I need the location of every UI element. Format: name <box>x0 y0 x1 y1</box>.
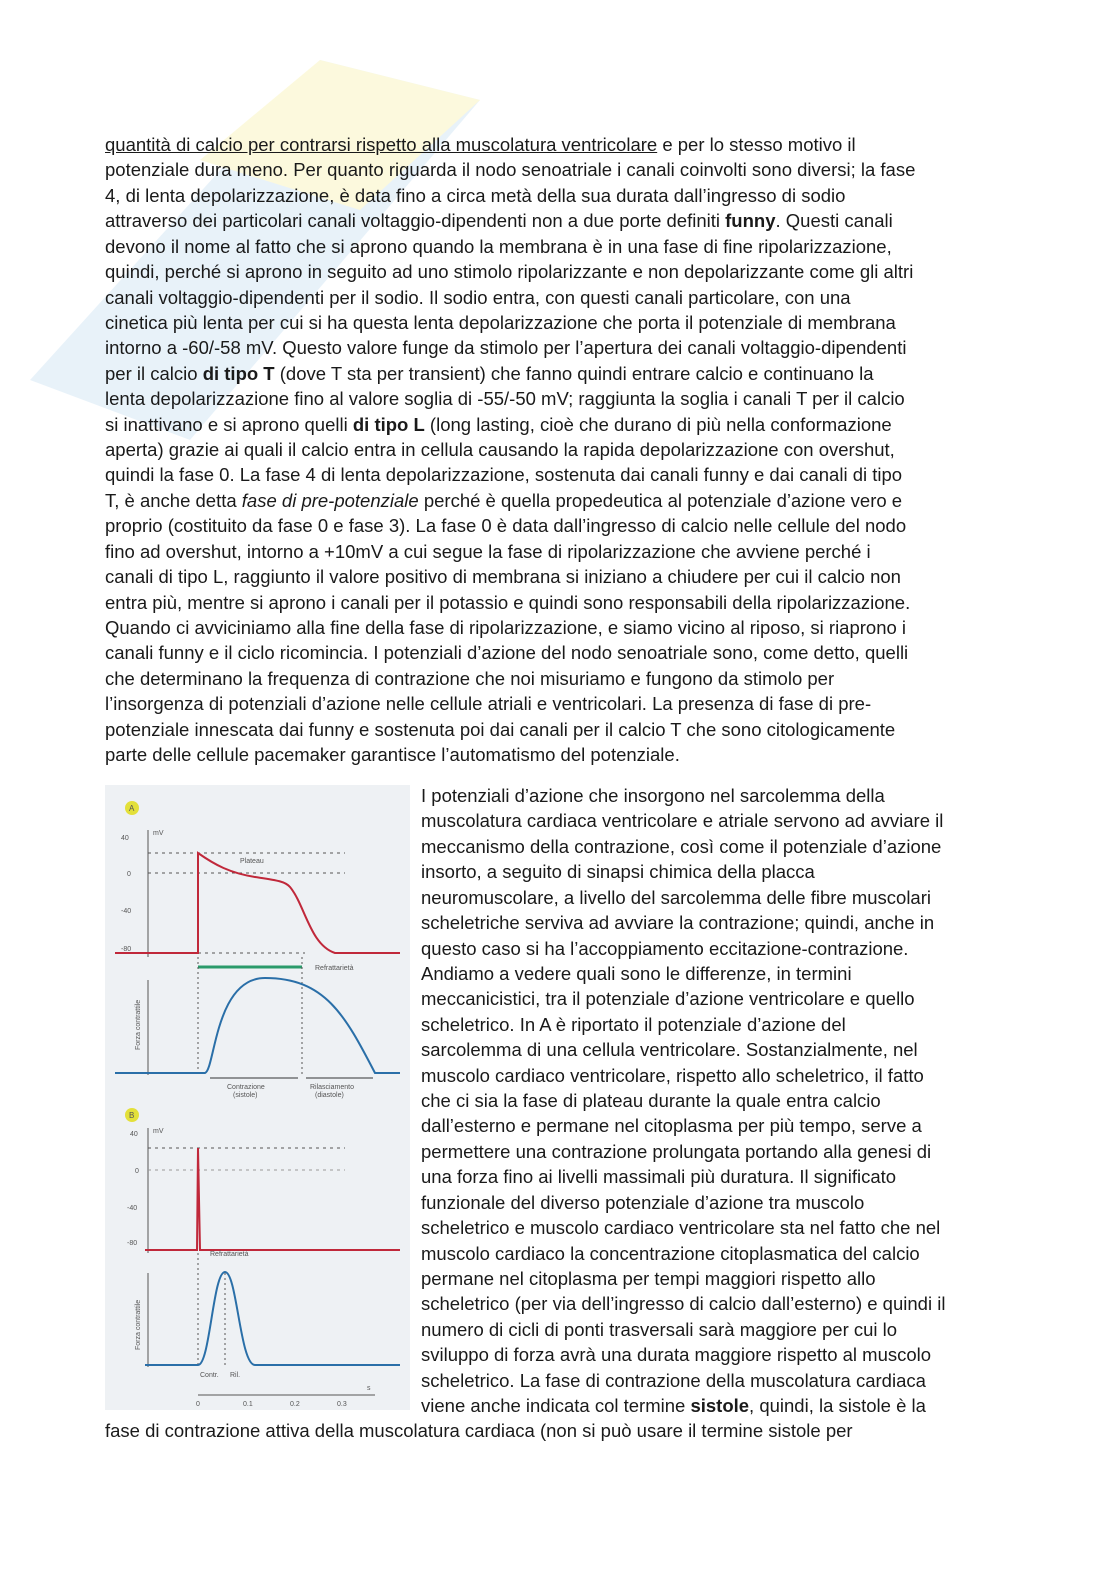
text-line <box>421 1266 876 1291</box>
text-run: funzionale del diverso potenziale d’azione tra muscolo <box>421 1191 865 1213</box>
text-run: sviluppo di forza avrà una durata maggiore rispetto al muscolo <box>421 1344 932 1366</box>
text-run: dall’esterno e permane nel citoplasma per più tempo, serve a <box>421 1115 922 1137</box>
text-run: che ci sia la fase di plateau durante la quale entra calcio <box>421 1090 881 1112</box>
text-run: meccanismo della contrazione, così come il potenziale d’azione <box>421 835 942 857</box>
text-run: (long lasting, cioè che durano di più nella conformazione <box>424 413 892 435</box>
text-line <box>105 590 910 615</box>
action-potential-figure <box>105 785 410 1410</box>
text-line <box>421 961 852 986</box>
text-line <box>105 285 851 310</box>
panel-b-badge-label: B <box>129 1111 135 1120</box>
text-run: cinetica più lenta per cui si ha questa lenta depolarizzazione che porta il potenziale di membrana <box>105 311 896 333</box>
text-line <box>421 1113 922 1138</box>
text-run: potenziale innescata dai funny e sostenuta poi dai canali per il calcio T che sono citologicamente <box>105 718 896 740</box>
text-line <box>421 1012 846 1037</box>
text-line <box>105 412 892 437</box>
text-line <box>105 640 908 665</box>
text-run: una forza fino ai livelli massimali più duratura. Il significato <box>421 1166 897 1188</box>
text-line <box>105 310 896 335</box>
text-line <box>105 437 895 462</box>
text-run: entra più, mentre si aprono i canali per il potassio e quindi sono responsabili della ripolarizzazione. <box>105 591 911 613</box>
text-run: lenta depolarizzazione fino al valore soglia di -55/-50 mV; raggiunta la soglia i canali T per il calcio <box>105 388 905 410</box>
text-line <box>105 513 906 538</box>
text-run: scheletriche serviva ad avviare la contrazione; quindi, anche in <box>421 912 935 934</box>
text-run: si inattivano e si aprono quelli <box>105 413 353 435</box>
text-run: potenziale dura meno. Per quanto riguarda il nodo senoatriale i canali coinvolti sono diversi; la fase <box>105 159 916 181</box>
tick-label: 40 <box>130 1131 138 1138</box>
refractory-label: Refrattarietà <box>315 965 354 972</box>
text-run: perché è quella propedeutica al potenziale d’azione vero e <box>418 489 903 511</box>
text-line <box>105 717 895 742</box>
text-run: muscolo cardiaco la concentrazione citoplasmatica del calcio <box>421 1242 920 1264</box>
bold-term: sistole <box>690 1395 750 1417</box>
text-run: e per lo stesso motivo il <box>657 134 856 155</box>
text-line <box>105 183 845 208</box>
text-line <box>421 1291 945 1316</box>
text-run: scheletrico (per via dell’ingresso di calcio dall’esterno) e quindi il <box>421 1293 946 1315</box>
text-line <box>421 859 815 884</box>
text-run: l’insorgenza di potenziali d’azione nelle cellule atriali e ventricolari. La presenza di fase di pre- <box>105 693 872 715</box>
text-run: muscolatura cardiaca ventricolare e atriale servono ad avviare il <box>421 810 944 832</box>
text-run: I potenziali d’azione che insorgono nel sarcolemma della <box>421 785 885 806</box>
tick-label: -40 <box>121 908 132 915</box>
text-line <box>421 986 915 1011</box>
text-run: neuromuscolare, a livello del sarcolemma delle fibre muscolari <box>421 886 931 908</box>
text-line <box>105 539 871 564</box>
bold-term: di tipo T <box>202 362 275 384</box>
skeletal-force-curve <box>145 1272 400 1365</box>
text-run: Andiamo a vedere quali sono le differenze, in termini <box>421 962 852 984</box>
text-run: muscolo cardiaco ventricolare, rispetto allo scheletrico, il fatto <box>421 1064 924 1086</box>
text-run: scheletrico e muscolo cardiaco ventricolare sta nel fatto che nel <box>421 1217 941 1239</box>
tick-label: -40 <box>127 1205 138 1212</box>
text-run: fino ad overshut, intorno a +10mV a cui segue la fase di ripolarizzazione che avviene perché i <box>105 540 871 562</box>
text-run: numero di cicli di ponti trasversali sarà maggiore per cui lo <box>421 1318 898 1340</box>
text-line <box>421 1215 940 1240</box>
text-line <box>421 1368 926 1393</box>
text-line <box>421 1190 864 1215</box>
time-tick: 0 <box>196 1401 200 1408</box>
ventricular-force-curve <box>115 978 400 1073</box>
text-run: viene anche indicata col termine <box>421 1395 691 1417</box>
time-tick: 0.1 <box>243 1401 253 1408</box>
tick-label: -80 <box>121 946 132 953</box>
force-axis-label: Forza contrattile <box>135 999 142 1050</box>
text-run: . Questi canali <box>775 210 893 232</box>
text-run: questo caso si ha l’accoppiamento eccitazione-contrazione. <box>421 937 909 959</box>
text-run: canali funny e il ciclo ricomincia. I potenziali d’azione del nodo senoatriale sono, come detto, quelli <box>105 642 909 664</box>
tick-label: 0 <box>127 871 131 878</box>
text-run: , quindi, la sistole è la <box>749 1395 926 1417</box>
text-run: per il calcio <box>105 362 203 384</box>
text-run: Quando ci avviciniamo alla fine della fase di ripolarizzazione, e siamo vicino al riposo, si riaprono i <box>105 616 907 638</box>
underlined-text: quantità di calcio per contrarsi rispetto alla muscolatura ventricolare <box>105 134 658 155</box>
text-line <box>421 1037 918 1062</box>
text-run: attraverso dei particolari canali voltaggio-dipendenti non a due porte definiti <box>105 210 726 232</box>
text-run: devono il nome al fatto che si aprono quando la membrana è in una fase di fine ripolarizzazione, <box>105 235 892 257</box>
text-line <box>421 1393 926 1418</box>
force-axis-label: Forza contrattile <box>135 1299 142 1350</box>
text-run: parte delle cellule pacemaker garantisce l’automatismo del potenziale. <box>105 744 680 766</box>
text-line <box>105 132 856 157</box>
text-line <box>105 259 913 284</box>
tick-label: 40 <box>121 835 129 842</box>
text-run: T, è anche detta <box>105 489 242 511</box>
time-unit: s <box>367 1385 371 1392</box>
text-line <box>105 361 874 386</box>
text-run: meccanicistici, tra il potenziale d’azione ventricolare e quello <box>421 988 915 1010</box>
text-run: quindi la fase 0. La fase 4 di lenta depolarizzazione, sostenuta dai canali funny e dai canali di tipo <box>105 464 903 486</box>
text-line <box>105 208 893 233</box>
text-line <box>105 157 915 182</box>
text-run: intorno a -60/-58 mV. Questo valore funge da stimolo per l’apertura dei canali voltaggio-dipendenti <box>105 337 907 359</box>
text-line <box>421 910 934 935</box>
tick-label: -80 <box>127 1240 138 1247</box>
text-run: quindi, perché si aprono in seguito ad uno stimolo ripolarizzante e non depolarizzante come gli altri <box>105 261 914 283</box>
text-line <box>421 808 943 833</box>
text-line <box>105 386 905 411</box>
bold-term: funny <box>725 210 776 232</box>
panel-b-unit: mV <box>153 1128 164 1135</box>
panel-a-unit: mV <box>153 830 164 837</box>
text-run: sarcolemma di una cellula ventricolare. Sostanzialmente, nel <box>421 1039 918 1061</box>
text-line <box>105 691 871 716</box>
text-run: (dove T sta per transient) che fanno quindi entrare calcio e continuano la <box>274 362 874 384</box>
relaxation-label: Ril. <box>230 1372 241 1379</box>
text-line <box>421 1317 897 1342</box>
text-run: proprio (costituito da fase 0 e fase 3). La fase 0 è data dall’ingresso di calcio nelle cellule del nodo <box>105 515 907 537</box>
text-line <box>421 885 931 910</box>
text-run: aperta) grazie ai quali il calcio entra in cellula causando la rapida depolarizzazione con overshut, <box>105 439 895 461</box>
text-run: 4, di lenta depolarizzazione, è data fino a circa metà della sua durata dall’ingresso di sodio <box>105 184 846 206</box>
text-run: canali voltaggio-dipendenti per il sodio. Il sodio entra, con questi canali particolare, con una <box>105 286 851 308</box>
contraction-label: Contrazione <box>227 1084 265 1091</box>
text-line <box>105 742 680 767</box>
diastole-label: (diastole) <box>315 1092 344 1099</box>
text-line <box>421 1088 881 1113</box>
text-run: scheletrico. In A è riportato il potenziale d’azione del <box>421 1013 846 1035</box>
refractory-label: Refrattarietà <box>210 1251 249 1258</box>
text-run: scheletrico. La fase di contrazione della muscolatura cardiaca <box>421 1369 926 1391</box>
text-line <box>421 1063 924 1088</box>
text-line <box>105 462 902 487</box>
italic-term: fase di pre-potenziale <box>241 489 419 511</box>
text-run: canali di tipo L, raggiunto il valore positivo di membrana si iniziano a chiudere per cui il calcio non <box>105 566 901 588</box>
plateau-label: Plateau <box>240 858 264 865</box>
time-tick: 0.2 <box>290 1401 300 1408</box>
text-line <box>421 1342 931 1367</box>
text-run: che determinano la frequenza di contrazione che noi misuriamo e fungono da stimolo per <box>105 667 835 689</box>
text-line <box>421 936 908 961</box>
text-line <box>105 234 892 259</box>
relaxation-label: Rilasciamento <box>310 1084 354 1091</box>
text-line <box>105 666 834 691</box>
text-run: insorto, a seguito di sinapsi chimica della placca <box>421 861 815 883</box>
text-line <box>105 615 906 640</box>
time-tick: 0.3 <box>337 1401 347 1408</box>
text-line <box>421 783 885 808</box>
text-line <box>105 564 901 589</box>
bold-term: di tipo L <box>352 413 425 435</box>
text-line <box>105 335 906 360</box>
panel-a-badge-label: A <box>129 804 135 813</box>
text-line <box>421 1139 931 1164</box>
systole-label: (sistole) <box>233 1092 258 1099</box>
text-line <box>105 488 902 513</box>
text-line <box>105 1418 853 1443</box>
text-line <box>421 1164 896 1189</box>
text-run: permane nel citoplasma per tempi maggiori rispetto allo <box>421 1267 876 1289</box>
text-line <box>421 834 941 859</box>
text-run: permettere una contrazione prolungata portando alla genesi di <box>421 1140 932 1162</box>
tick-label: 0 <box>135 1168 139 1175</box>
text-line <box>421 1241 920 1266</box>
skeletal-action-potential <box>145 1148 400 1250</box>
ventricular-action-potential <box>115 853 400 953</box>
text-run: fase di contrazione attiva della muscolatura cardiaca (non si può usare il termine sistole per <box>105 1420 853 1441</box>
contraction-label: Contr. <box>200 1372 219 1379</box>
